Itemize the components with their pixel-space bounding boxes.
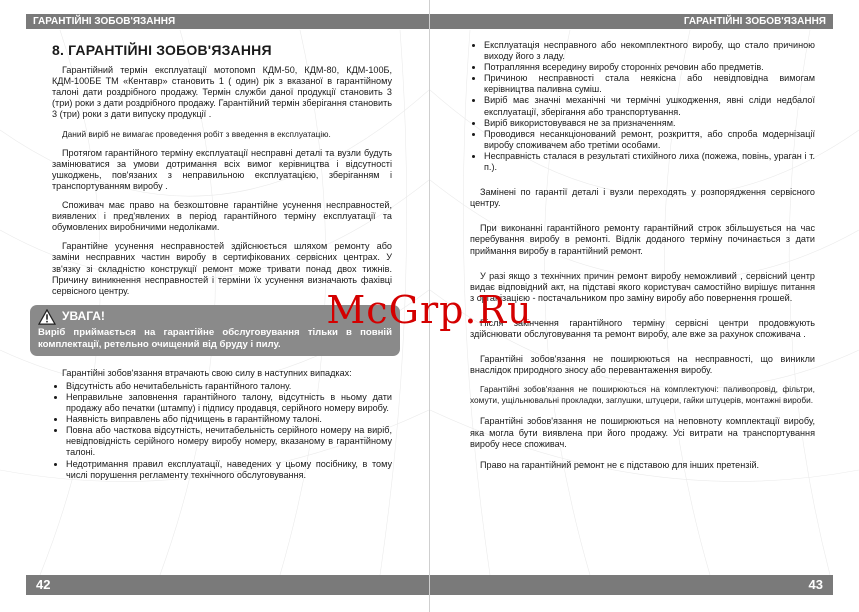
post-warranty-paragraph: Після закінчення гарантійного терміну сервісні центри продовжують здійснювати обслуговування та ремонт виробу, але вже за рахунок споживача . (470, 317, 815, 339)
warranty-extension-paragraph: При виконанні гарантійного ремонту гарантійний строк збільшується на час перебування виробу в ремонті. Відлік доданого терміну починається з дати приймання виробу в гарантійний ремонт. (470, 223, 815, 256)
list-item: • Відсутність або нечитабельність гарантійного талону. (66, 381, 392, 392)
replacement-act-paragraph: У разі якщо з технічних причин ремонт виробу неможливий , сервісний центр видає відповідний акт, на підставі якого користувач самостійно вирішує питання з організацією - постачальником про заміну виробу або повернення грошей. (470, 270, 815, 303)
watermark: McGrp.Ru (326, 288, 533, 332)
right-content (470, 40, 815, 479)
list-item: • Наявність виправлень або підчищень в гарантійному талоні. (66, 414, 392, 425)
page-number: 43 (430, 575, 833, 595)
list-item: • Недотримання правил експлуатації, наведених у цьому посібнику, в тому числі порушення регламенту технічного обслуговування. (66, 459, 392, 481)
list-item: • Повна або часткова відсутність, нечитабельність серійного номеру на виріб, невідповідність серійного номеру виробу номеру, вказаному в гарантійному талоні. (66, 425, 392, 458)
replaced-parts-paragraph: Замінені по гарантії деталі і вузли переходять у розпорядження сервісного центру. (470, 187, 815, 209)
warning-text: Виріб приймається на гарантійне обслуговування тільки в повній комплектації, ретельно очищений від бруду і пилу. (38, 326, 392, 350)
page-header: ГАРАНТІЙНІ ЗОБОВ'ЯЗАННЯ (430, 14, 833, 29)
page-number: 42 (26, 575, 429, 595)
components-paragraph: Гарантійні зобов'язання не поширюються на комплектуючі: паливопровід, фільтри, хомути, ущільнювальні прокладки, заглушки, штуцери, гайки штуцерів, монтажні вироби. (470, 384, 815, 406)
voiding-conditions-list-continued (470, 40, 815, 173)
list-item: • Потрапляння всередину виробу сторонніх речовин або предметів. (484, 62, 815, 73)
list-item: • Причиною несправності стала неякісна або невідповідна вимогам керівництва паливна суміш. (484, 73, 815, 95)
page-header: ГАРАНТІЙНІ ЗОБОВ'ЯЗАННЯ (26, 14, 429, 29)
other-claims-paragraph: Право на гарантійний ремонт не є підставою для інших претензій. (480, 459, 760, 470)
list-item: • Несправність сталася в результаті стихійного лиха (пожежа, повінь, ураган і т. п.). (484, 151, 815, 173)
list-item: • Неправильне заповнення гарантійного талону, відсутність в ньому дати продажу або печатки (штампу) і підпису продавця, серійного номеру виробу. (66, 392, 392, 414)
voiding-conditions-list (52, 381, 392, 481)
list-item: • Виріб використовувався не за призначенням. (484, 118, 815, 129)
list-item: • Виріб має значні механічні чи термічні ушкодження, явні сліди недбалої експлуатації, зберігання або транспортування. (484, 95, 815, 117)
left-content (38, 40, 392, 487)
repair-paragraph: Гарантійне усунення несправностей здійснюється шляхом ремонту або заміни несправних частин виробу в сертифікованих сервісних центрах. У зв'язку зі складністю конструкції ремонт може тривати понад двох тижнів. Причину виникнення несправностей і терміни їх усунення визначають фахівці сервісного центру. (52, 241, 392, 296)
warranty-term-paragraph: Гарантійний термін експлуатації мотопомп КДМ-50, КДМ-80, КДМ-100Б, КДМ-100БЕ ТМ «Кентавр» становить 1 ( один) рік з вказаної в гарантійному талоні дати роздрібного продажу. Термін служби даної продукції становить 3 (три) роки з дати роздрібного продажу. Гарантійний термін зберігання становить 3 (три) роки з дати випуску продукції . (52, 65, 392, 120)
section-title: 8. ГАРАНТІЙНІ ЗОБОВ'ЯЗАННЯ (52, 42, 272, 58)
natural-wear-paragraph: Гарантійні зобов'язання не поширюються на несправності, що виникли внаслідок природного зносу або перевантаження виробу. (470, 354, 815, 376)
list-item: • Проводився несанкціонований ремонт, розкриття, або спроба модернізації виробу споживачем або третіми особами. (484, 129, 815, 151)
list-intro: Гарантійні зобов'язання втрачають свою силу в наступних випадках: (62, 367, 352, 378)
commissioning-note: Даний виріб не вимагає проведення робіт з введення в експлуатацію. (62, 128, 331, 139)
list-item: • Експлуатація несправного або некомплектного виробу, що стало причиною виходу його з ладу. (484, 40, 815, 62)
warning-title: УВАГА! (62, 309, 105, 324)
replacement-paragraph: Протягом гарантійного терміну експлуатації несправні деталі та вузли будуть замінюватися за умови дотримання всіх вимог керівництва і відсутності ушкоджень, пов'язаних з неправильною експлуатацією, зберіганням і транспортуванням виробу . (52, 147, 392, 191)
consumer-rights-paragraph: Споживач має право на безкоштовне гарантійне усунення несправностей, виявлених і пред'явлених в період гарантійного терміну експлуатації та обумовлених виробничими недоліками. (52, 200, 392, 233)
completeness-paragraph: Гарантійні зобов'язання не поширюються на неповноту комплектації виробу, яка могла бути виявлена при його продажу. Усі витрати на транспортування виробу несе споживач. (470, 416, 815, 449)
